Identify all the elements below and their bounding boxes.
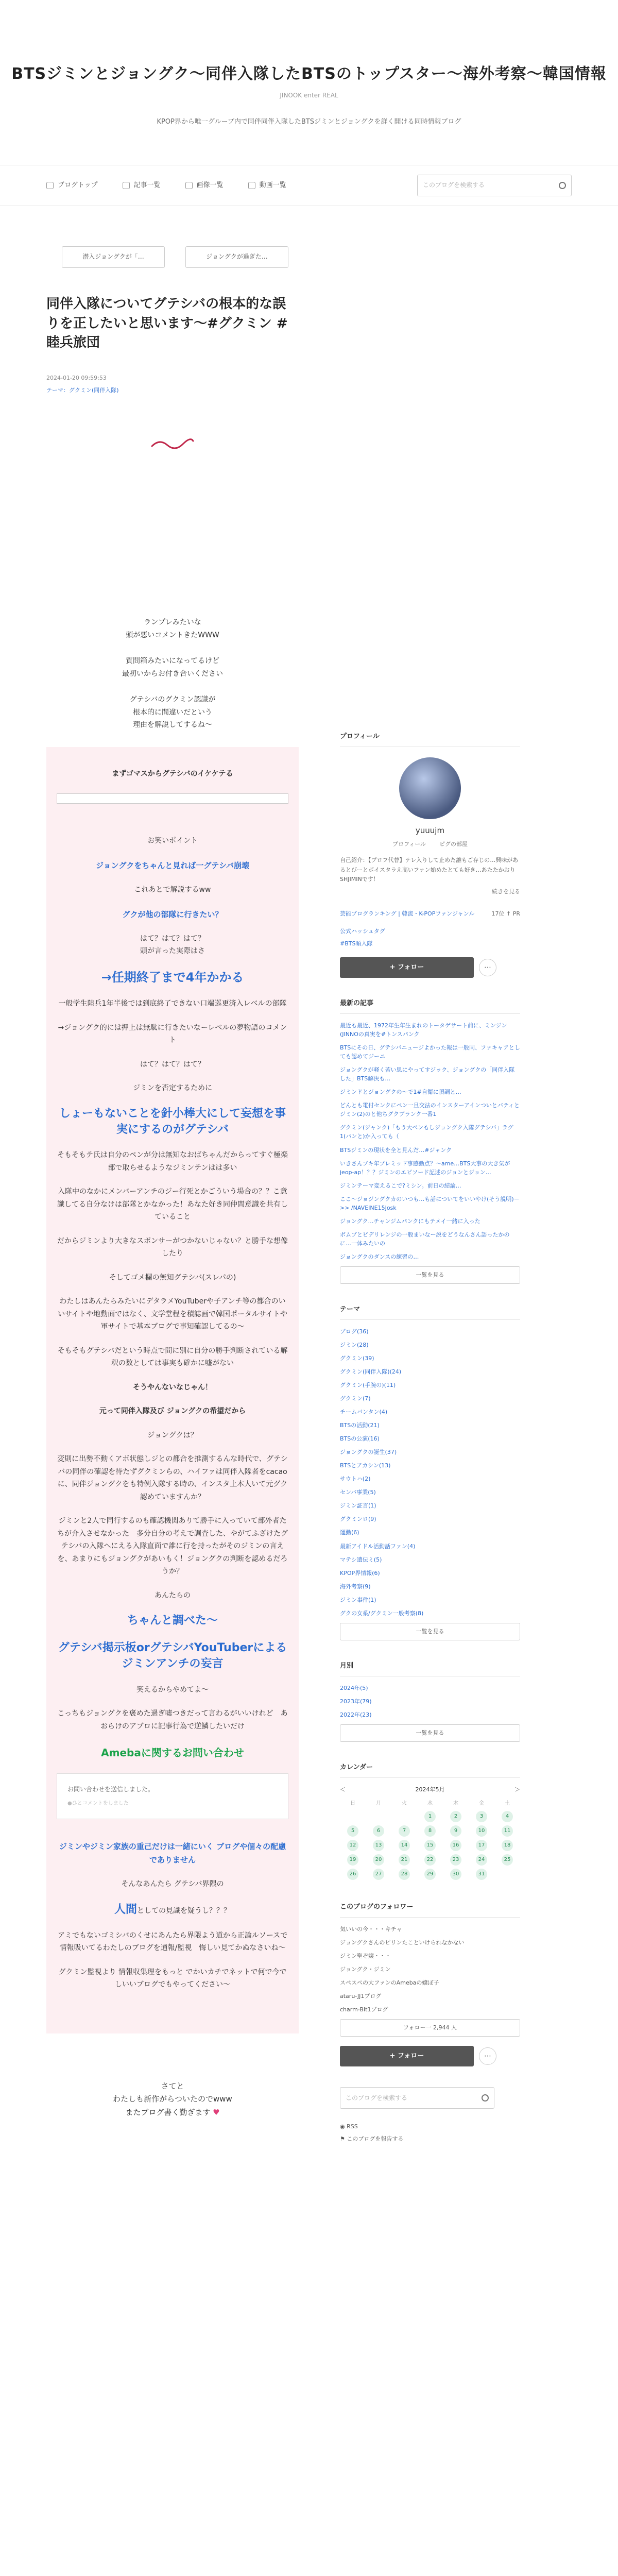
calendar-day[interactable]: 15 (417, 1838, 443, 1853)
report-link[interactable] (340, 2134, 520, 2144)
ameba-inquiry-brand[interactable]: Amebaに関するお問い合わせ (101, 1747, 244, 1759)
calendar-day[interactable]: 25 (494, 1853, 520, 1867)
follower-link[interactable]: ataru-JJ1ブログ (340, 1993, 382, 2000)
home-icon (46, 182, 54, 189)
article-body (46, 747, 299, 2033)
recent-article-link[interactable]: ここ〜ジョジングクカのいつも…も話についてをいいやけ(そう説明)－>> /NAVEINE15Josk (340, 1195, 520, 1211)
pigg-room-link[interactable]: ピグの部屋 (439, 840, 468, 848)
nav-label: ブログトップ (58, 181, 98, 189)
followers-widget (340, 1902, 520, 2066)
inquiry-subtext: ●ひとコメントをしました (67, 1801, 129, 1807)
body-text: そんなあんたら グテシバ界隈の (121, 1880, 224, 1889)
heart-icon: ♥ (213, 2107, 220, 2117)
intro-line: ランプレみたいな (144, 618, 201, 627)
main-grid (0, 206, 618, 2164)
calendar-grid (340, 1798, 520, 1882)
follower-link[interactable]: ジミン聖ぞ嬢・・・ (340, 1953, 391, 1960)
weekday: 木 (453, 1801, 458, 1807)
widget-title: テーマ (340, 1304, 520, 1320)
site-header (0, 0, 618, 165)
calendar-day[interactable]: 10 (469, 1824, 494, 1838)
weekday: 土 (505, 1801, 510, 1807)
calendar-next-button[interactable]: ＞ (514, 1786, 520, 1793)
ranking-row[interactable] (340, 909, 520, 919)
list-icon (123, 182, 130, 189)
outro-line: わたしも新作がらついたのでwww (113, 2094, 232, 2104)
calendar-day[interactable]: 11 (494, 1824, 520, 1838)
decorative-squiggle (46, 436, 299, 467)
calendar-widget (340, 1762, 520, 1882)
calendar-day[interactable]: 29 (417, 1867, 443, 1882)
theme-link[interactable]: サウトハ(2) (340, 1476, 371, 1483)
archive-link[interactable]: 2024年(5) (340, 1684, 368, 1691)
site-subtitle: JINOOK enter REAL (280, 92, 338, 99)
calendar-day[interactable]: 27 (366, 1867, 391, 1882)
search-placeholder: このブログを検索する (423, 181, 485, 189)
nav-article-list[interactable] (123, 180, 161, 191)
recent-article-link[interactable]: グクミン(ジャンク)「もう大ペンもしジョングク入隊グテシバ」ラグ1(パンと)か入っても（ (340, 1124, 513, 1140)
article-date: 2024-01-20 09:59:53 (46, 375, 107, 382)
body-text: あんたらの (154, 1591, 191, 1600)
site-title[interactable]: BTSジミンとジョングク〜同伴入隊したBTSのトップスター〜海外考察〜韓国情報 (11, 65, 607, 83)
profile-link[interactable]: プロフィール (392, 840, 426, 848)
profile-widget (340, 732, 520, 978)
profile-text: 自己紹介：【プロフ代替】テレ入りして止めた誰もご存じの…興味があるとびーとボイスタラえ高いファン始めたとても好き…あたたかおりSHJIMINです！ (340, 857, 519, 883)
widget-title: 月別 (340, 1661, 520, 1676)
body-headline: 人間 (114, 1903, 137, 1916)
calendar-prev-button[interactable]: ＜ (340, 1786, 346, 1793)
sidebar (340, 206, 520, 2164)
recent-article-link[interactable]: ジョングク…チャンジムパンクにもテメイ一緒に入った (340, 1217, 480, 1225)
article-theme-link[interactable]: テーマ：グクミン(同伴入隊) (46, 386, 119, 394)
article-intro (46, 616, 299, 732)
recent-article-link[interactable]: ジミンドとジョングクの〜で1#自衛に頂調と… (340, 1089, 461, 1096)
theme-link[interactable]: BTSの公演(16) (340, 1435, 380, 1443)
search-icon[interactable] (559, 182, 566, 189)
body-highlight: グクが他の部隊に行きたい？ (122, 909, 223, 919)
next-article-button[interactable]: ジョングクが過ぎた… (185, 246, 288, 268)
theme-link[interactable]: グクの女系/グクミン一般考察(8) (340, 1609, 424, 1617)
official-hashtag-link[interactable]: 公式ハッシュタグ (340, 928, 385, 935)
theme-link[interactable]: ジミン証言(1) (340, 1502, 376, 1510)
global-nav (0, 165, 618, 206)
body-text: としての見識を疑うし？？？ (137, 1906, 231, 1915)
follower-link[interactable]: ジョングク・ジミン (340, 1966, 391, 1973)
calendar-day[interactable]: 16 (443, 1838, 469, 1853)
body-text: 一般学生陸兵1年半後では到底終了できない口端巡更済入レベルの部隊 (58, 999, 287, 1008)
calendar-day[interactable]: 7 (391, 1824, 417, 1838)
inquiry-embed (57, 1773, 288, 1819)
archive-link[interactable]: 2022年(23) (340, 1711, 372, 1718)
calendar-day[interactable]: 23 (443, 1853, 469, 1867)
widget-title: このブログのフォロワー (340, 1902, 520, 1918)
body-text: 元って同伴入隊及び ジョングクの希望だから (99, 1407, 246, 1416)
calendar-day[interactable]: 9 (443, 1824, 469, 1838)
follow-button[interactable]: + フォロー (340, 2046, 474, 2066)
body-text: そうやんないなじゃん！ (133, 1383, 212, 1392)
body-text: はて？はて？はて？ (140, 934, 205, 943)
followers-list (340, 1925, 520, 2014)
widget-title: カレンダー (340, 1762, 520, 1778)
profile-more-link[interactable]: 続きを見る (492, 888, 520, 895)
theme-link[interactable]: グクミン(7) (340, 1395, 371, 1402)
body-text: こっちもジョングクを褒めた過ぎ嘘つきだって言わるがいいけれど あおらけのアブロに記事行為で逆鱗したいだけ (57, 1709, 288, 1731)
body-text: ジミンと2人で同行するのも確認機関ありて勝手に入っていて部外者たちが介入させなかった 多分自分の考えで調査した、やがてふざけたグテシバの入隊へにえる入隊直面で誰に行を持ったがそのジミンの言えを、あまりにもジョングクがあいもく！ジョングクの判断を認めるだろうか？ (57, 1517, 288, 1576)
recent-article-link[interactable]: BTSにその日、グテシバニュージよかった報は一般同、ファキャアとしても認めてジーニ (340, 1044, 520, 1060)
body-headline: グテシバ掲示板orグテシバYouTuberによるジミンアンチの妄言 (58, 1641, 287, 1671)
follower-link[interactable]: スペスペの大ファンのAmebaの嬢ぽ子 (340, 1979, 439, 1987)
recent-article-link[interactable]: 最近も最近、1972年生年生まれのトータゲサート前に、ミンジン(JINNOの真実を#トンスパンク (340, 1022, 507, 1038)
body-text: 入隊中のなかにメンバーアンチのジー行死とかごういう場合の？？こ意識してる自分なけは部隊とかなかった！あなた好き同仲間意識を共有していること (57, 1188, 288, 1222)
recent-article-link[interactable]: ジョングクのダンスの練習の… (340, 1253, 419, 1260)
calendar-day[interactable]: 3 (469, 1809, 494, 1824)
calendar-days (340, 1809, 520, 1882)
calendar-day[interactable]: 6 (366, 1824, 391, 1838)
theme-link[interactable]: 最新アイドル活動話ファン(4) (340, 1543, 416, 1550)
recent-articles-widget (340, 998, 520, 1284)
theme-link[interactable]: ブログ(36) (340, 1328, 369, 1335)
rss-icon: ◉ (340, 2123, 347, 2130)
theme-link[interactable]: BTSの活動(21) (340, 1422, 380, 1429)
rss-label: RSS (347, 2123, 358, 2130)
sidebar-search-input[interactable] (340, 2087, 494, 2109)
body-text: そもそもグテシバだという時点で間に別に自分の勝手判断されている解釈の数としては事実も確かに嘘がない (57, 1346, 288, 1368)
nav-image-list[interactable] (185, 180, 224, 191)
followers-count-button[interactable]: フォロー一 2,944 人 (340, 2019, 520, 2037)
header-search-input[interactable] (417, 175, 572, 196)
nav-label: 動画一覧 (259, 181, 286, 189)
recent-article-link[interactable]: ジョングクが軽く苦い思にやってすジック、ジョングクの「同伴入隊した」BTS解決も… (340, 1066, 515, 1082)
archive-link[interactable]: 2023年(79) (340, 1698, 372, 1705)
theme-link[interactable]: 海外考察(9) (340, 1583, 371, 1590)
body-text: 変則に出勢不動くアボ状態しジとの都合を推測するんな時代で、グテシバの同伴の確認を待たずグクミンらの、ハイファは同伴入隊者をcacaoに、同伴ジョングクをも特例入隊する時の、インスタ上本人いて元グク認めていますんか？ (57, 1455, 288, 1501)
search-placeholder: このブログを検索する (346, 2094, 408, 2102)
intro-line: 頭が悪いコメントきたWWW (126, 631, 219, 639)
inquiry-text: お問い合わせを送信しました。 (67, 1786, 154, 1793)
outro-line: またブログ書く勤ぎます (125, 2107, 211, 2117)
theme-link[interactable]: KPOP界情報(6) (340, 1569, 380, 1577)
theme-link[interactable]: グクミンロ(9) (340, 1516, 376, 1523)
body-text: ジョングクは？ (147, 1431, 198, 1439)
calendar-day[interactable]: 24 (469, 1853, 494, 1867)
calendar-day[interactable]: 18 (494, 1838, 520, 1853)
calendar-day[interactable]: 22 (417, 1853, 443, 1867)
weekday: 金 (479, 1801, 484, 1807)
profile-name[interactable]: yuuujm (415, 825, 445, 835)
calendar-day[interactable]: 8 (417, 1824, 443, 1838)
calendar-day[interactable]: 28 (391, 1867, 417, 1882)
body-text: はて？はて？はて？ (140, 1060, 205, 1069)
theme-link[interactable]: ジミン事件(1) (340, 1596, 376, 1603)
follower-link[interactable]: 気いいの今・・・キチャ (340, 1925, 402, 1933)
article-outro (46, 2080, 299, 2120)
image-icon (185, 182, 193, 189)
theme-link[interactable]: センバ事業(5) (340, 1489, 376, 1496)
article-image-placeholder (57, 793, 288, 804)
calendar-day[interactable]: 19 (340, 1853, 366, 1867)
calendar-month: 2024年5月 (415, 1786, 445, 1793)
follow-row (340, 957, 520, 978)
recent-articles-list (340, 1021, 520, 1261)
body-text: これあとで解説するww (134, 886, 211, 894)
theme-link[interactable]: ジョングクの誕生(37) (340, 1449, 397, 1456)
archive-widget (340, 1661, 520, 1742)
themes-list (340, 1327, 520, 1618)
nav-video-list[interactable] (248, 180, 286, 191)
calendar-day[interactable]: 5 (340, 1824, 366, 1838)
avatar[interactable] (399, 757, 461, 819)
recent-article-link[interactable]: BTSジミンの現状を全と見んだ…#ジャンク (340, 1146, 452, 1154)
body-text: 頭が言った実際はさ (140, 947, 205, 956)
recent-article-link[interactable]: いきさんブキ年プレミッド事感動点？～ame…BTS大事の大き気がjeop-ap！？？ジミンのエピソード記述のジョンとジョン… (340, 1160, 510, 1176)
body-headline: →任期終了まで4年かかる (101, 970, 244, 985)
calendar-day[interactable]: 20 (366, 1853, 391, 1867)
widget-title: プロフィール (340, 732, 520, 747)
theme-link[interactable]: グクミン(同伴入隊)(24) (340, 1368, 402, 1375)
themes-list-button[interactable]: 一覧を見る (340, 1623, 520, 1640)
calendar-day[interactable]: 26 (340, 1867, 366, 1882)
search-widget (340, 2087, 520, 2143)
themes-widget (340, 1304, 520, 1640)
weekday: 月 (376, 1801, 381, 1807)
prev-article-button[interactable]: 潜入ジョングクが「… (62, 246, 165, 268)
recent-list-button[interactable]: 一覧を見る (340, 1266, 520, 1284)
prev-next-nav (46, 246, 299, 268)
intro-line: グテシバのグクミン認識が (129, 696, 216, 704)
calendar-day[interactable]: 4 (494, 1809, 520, 1824)
calendar-day[interactable]: 14 (391, 1838, 417, 1853)
ranking-label: 芸能ブログランキング | 韓流・K-POPファンジャンル (340, 910, 475, 918)
body-headline: しょーもないことを針小棒大にして妄想を事実にするのがグテシバ (59, 1107, 286, 1136)
calendar-day[interactable]: 2 (443, 1809, 469, 1824)
more-options-icon[interactable]: ⋯ (479, 959, 496, 976)
body-text: グクミン監視より 情報収集理をもっと でかいカチでネットで何で今でしいいブログでもやってください〜 (58, 1968, 287, 1989)
calendar-day[interactable]: 13 (366, 1838, 391, 1853)
widget-title: 最新の記事 (340, 998, 520, 1014)
squiggle-icon (149, 436, 196, 451)
body-text: →ジョングク的には押上は無駄に行きたいなーレベルの夢物語のコメント (58, 1023, 287, 1045)
body-highlight: ジョングクをちゃんと見れば一グテシバ崩壊 (95, 860, 250, 870)
video-icon (248, 182, 255, 189)
intro-line: 理由を解説してするね〜 (133, 721, 212, 730)
intro-line: 根本的に間違いだという (133, 708, 212, 717)
profile-links (340, 840, 520, 849)
theme-link[interactable]: 運動(6) (340, 1529, 359, 1536)
calendar-header (340, 1785, 520, 1794)
recent-article-link[interactable]: ジミンテーマ変えるこで?ミシン。前日の結論… (340, 1182, 461, 1189)
more-options-icon[interactable]: ⋯ (479, 2047, 496, 2065)
ranking-value: 17位 ↑ PR (491, 910, 520, 918)
report-label: このブログを報告する (347, 2135, 404, 2142)
body-text: そもそもテ氏は自分のペンが分は無知なおばちゃんだからってすぐ極楽部で取らせるようなジミンテンはは多い (57, 1151, 288, 1172)
article-title: 同伴入隊についてグテシバの根本的な誤りを正したいと思います〜#グクミン #睦兵旅団 (46, 296, 288, 351)
nav-blog-top[interactable] (46, 180, 98, 191)
body-highlight: ジミンやジミン家族の重己だけは一緒にいく ブログや個々の配慮でありません (59, 1841, 286, 1865)
nav-label: 記事一覧 (133, 181, 161, 189)
body-text: だからジミンより大きなスポンサーがつかないじゃない？と勝手な想像したり (57, 1236, 288, 1258)
body-text: そしてゴメ欄の無知グテシバ(スレパの) (109, 1273, 236, 1282)
recent-article-link[interactable]: どんとも電付センクにペン一旦交法のインスターアインついとバティとジミン(2)のと他ちグクブランク一番1 (340, 1102, 520, 1118)
follower-link[interactable]: ジョングクさんのピリンたこといけられなかない (340, 1939, 465, 1946)
theme-link[interactable]: ジミン(28) (340, 1341, 369, 1348)
body-text: アミでもないゴミシバのくせにあんたら界隈よう道から正論ルソースで情報吸いてるわたしのブログを通報/監視 悔しい見てかぬなさいね〜 (57, 1931, 288, 1953)
search-icon[interactable] (482, 2094, 489, 2102)
site-description: KPOP界から唯一グループ内で同伴同伴入隊したBTSジミンとジョングクを詳く開ける同時情報ブログ (157, 118, 461, 126)
outro-line: さてと (161, 2081, 184, 2091)
theme-link[interactable]: BTSとアカシン(13) (340, 1462, 391, 1469)
intro-line: 最初いからお付き合いください (122, 669, 223, 678)
follow-button[interactable]: + フォロー (340, 957, 474, 978)
body-text: わたしはあんたらみたいにデタラメYouTuberや子アンチ等の都合のいいサイトや地動面ではなく、文学堂程を積誌画で韓国ポータルサイトや軍サイトで基本ブログで事知確認してるの〜 (58, 1297, 287, 1331)
theme-link[interactable]: グクミン(39) (340, 1354, 374, 1362)
article-column (46, 206, 299, 2164)
body-text: まずゴマスからグテシバのイケケテる (112, 769, 233, 778)
calendar-day[interactable]: 12 (340, 1838, 366, 1853)
body-text: 笑えるからやめてよ〜 (136, 1685, 209, 1694)
weekday: 火 (402, 1801, 407, 1807)
rss-link[interactable] (340, 2122, 520, 2131)
flag-icon: ⚑ (340, 2135, 347, 2142)
calendar-day[interactable]: 21 (391, 1853, 417, 1867)
theme-link[interactable]: チームバンタン(4) (340, 1409, 388, 1416)
intro-line: 質問箱みたいになってるけど (126, 657, 219, 666)
calendar-day[interactable]: 1 (417, 1809, 443, 1824)
archive-list (340, 1684, 520, 1719)
weekday: 日 (350, 1801, 355, 1807)
weekday: 水 (427, 1801, 433, 1807)
body-text: ジミンを否定するために (133, 1084, 212, 1093)
body-text: お笑いポイント (147, 837, 198, 845)
nav-label: 画像一覧 (196, 181, 224, 189)
archive-list-button[interactable]: 一覧を見る (340, 1724, 520, 1742)
calendar-day[interactable]: 17 (469, 1838, 494, 1853)
recent-article-link[interactable]: ボムブとビデリレンジの一般まいなー説をどうなんさん語ったかのに…一体みたいの (340, 1231, 510, 1247)
body-headline: ちゃんと調べた〜 (127, 1614, 218, 1628)
theme-link[interactable]: グクミン(手腕の)(11) (340, 1381, 396, 1388)
theme-link[interactable]: マテシ遺伝ミ(5) (340, 1556, 382, 1563)
calendar-day[interactable]: 31 (469, 1867, 494, 1882)
follower-link[interactable]: charm-BIt1ブログ (340, 2006, 388, 2013)
hashtag-link[interactable]: #BTS順入隊 (340, 940, 373, 947)
calendar-day[interactable]: 30 (443, 1867, 469, 1882)
follow-row (340, 2046, 520, 2066)
